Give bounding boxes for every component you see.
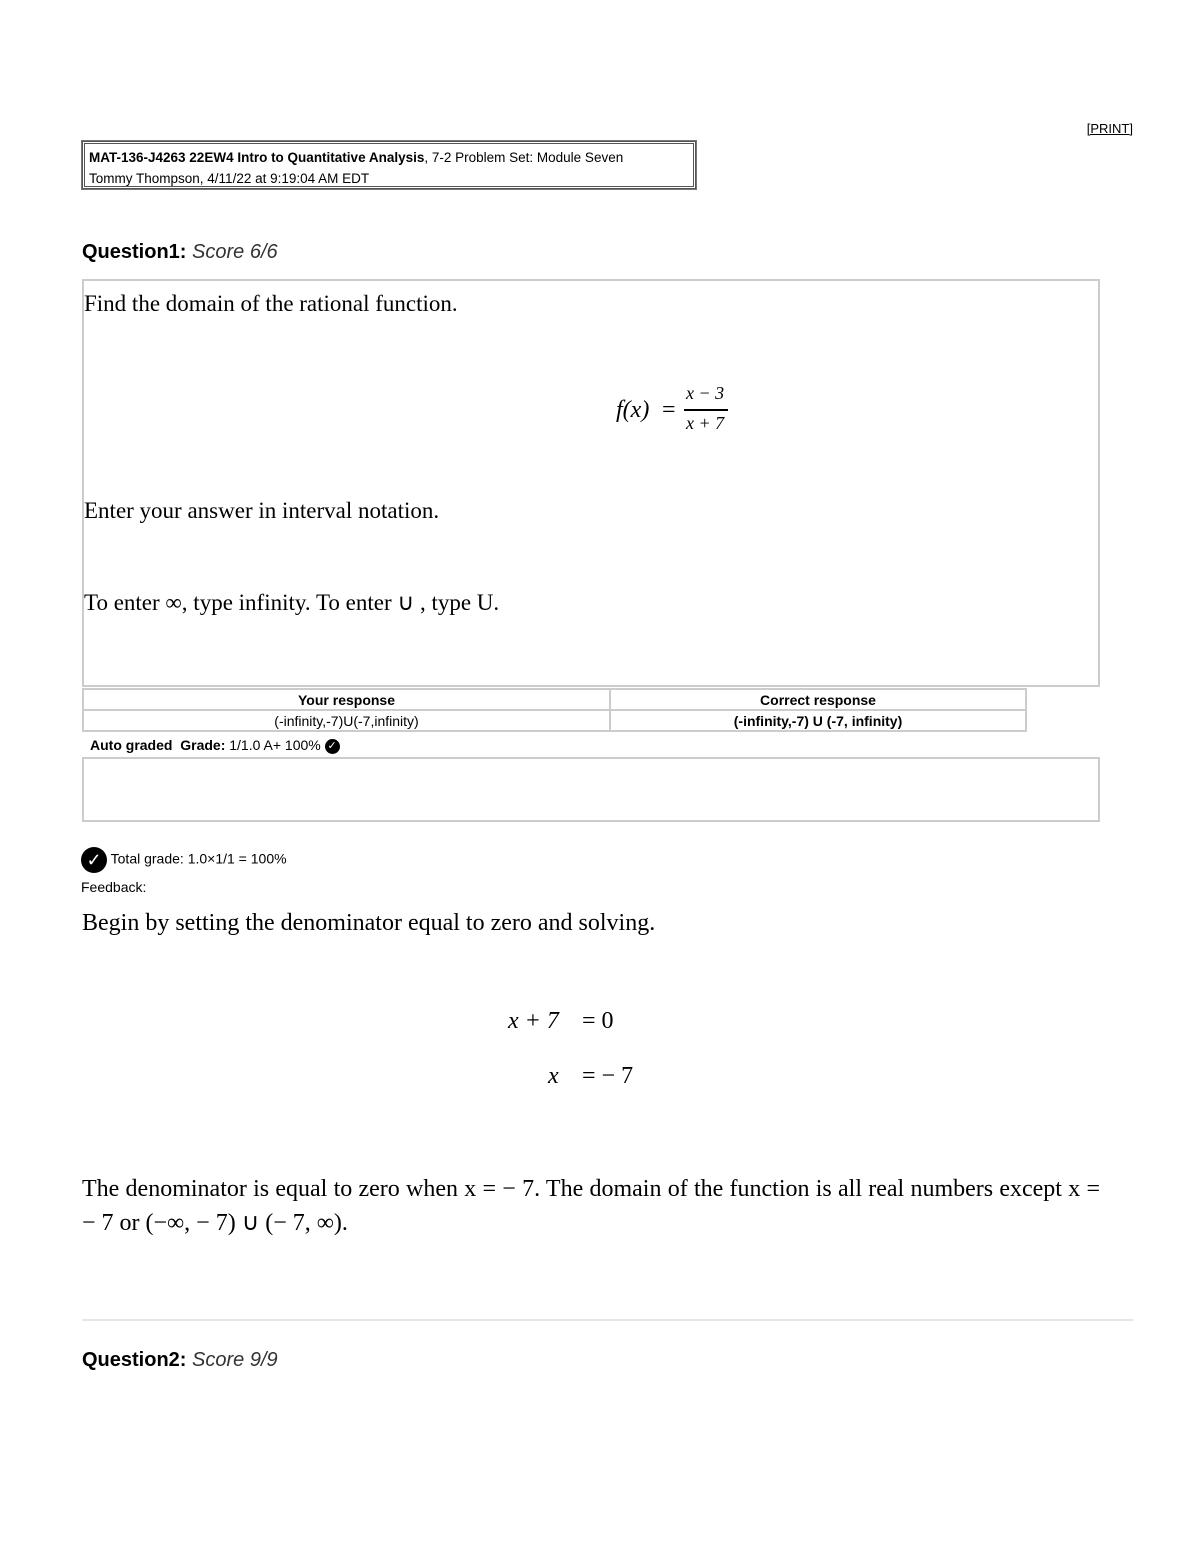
response-header-row <box>83 689 1026 710</box>
answer-instruction: Enter your answer in interval notation. <box>84 498 440 523</box>
response-value-row <box>83 710 1026 731</box>
assignment-title: , 7-2 Problem Set: Module Seven <box>424 150 624 165</box>
function-lhs: f(x) <box>616 397 650 423</box>
equation1-lhs: x + 7 <box>508 1008 559 1034</box>
equation1-rhs: = 0 <box>582 1008 614 1034</box>
function-equals: = <box>662 397 676 423</box>
total-grade: Total grade: 1.0×1/1 = 100% <box>110 850 287 867</box>
your-response-value: (-infinity,-7)U(-7,infinity) <box>83 710 610 731</box>
feedback-label: Feedback: <box>81 879 147 895</box>
comment-box <box>82 757 1100 822</box>
question2-label: Question2 <box>82 1349 180 1371</box>
fraction-numerator: x − 3 <box>686 383 725 403</box>
feedback-conclusion: The denominator is equal to zero when x = − 7. The domain of the function is all real numbers except x = − 7 or (−∞, − 7) ∪ (− 7, ∞). <box>82 1176 1100 1236</box>
question-divider <box>82 1319 1133 1321</box>
question1-score: Score 6/6 <box>192 241 278 263</box>
question1-label: Question1 <box>82 241 180 263</box>
response-table <box>82 688 1027 732</box>
question-prompt: Find the domain of the rational function. <box>84 291 458 316</box>
question2-score: Score 9/9 <box>192 1349 278 1371</box>
grade-line <box>90 737 340 754</box>
check-icon-large: ✓ <box>81 847 107 873</box>
question2-title: Question2: Score 9/9 <box>82 1349 278 1371</box>
fraction-bar <box>684 409 728 411</box>
student-line: Tommy Thompson, 4/11/22 at 9:19:04 AM EDT <box>89 171 370 186</box>
assignment-header <box>82 141 696 189</box>
fraction-denominator: x + 7 <box>686 413 725 433</box>
correct-response-header: Correct response <box>610 689 1026 710</box>
grade-value: 1/1.0 A+ 100% <box>229 737 321 753</box>
total-grade-line <box>81 847 287 873</box>
grade-label: Grade: <box>180 737 226 753</box>
correct-response-value: (-infinity,-7) U (-7, infinity) <box>610 710 1026 731</box>
question1-title: Question1: Score 6/6 <box>82 241 278 263</box>
equation2-rhs: = − 7 <box>582 1063 634 1089</box>
question1-box <box>82 279 1100 687</box>
course-line <box>89 147 689 168</box>
auto-graded-label: Auto graded <box>90 737 173 753</box>
input-hint: To enter ∞, type infinity. To enter ∪ , type U. <box>84 590 500 615</box>
equation2-lhs: x <box>548 1063 559 1089</box>
feedback-intro: Begin by setting the denominator equal to zero and solving. <box>82 910 656 936</box>
check-icon: ✓ <box>325 739 340 754</box>
course-title: MAT-136-J4263 22EW4 Intro to Quantitative Analysis <box>89 150 425 165</box>
print-link[interactable]: [PRINT] <box>1086 121 1133 136</box>
your-response-header: Your response <box>83 689 610 710</box>
